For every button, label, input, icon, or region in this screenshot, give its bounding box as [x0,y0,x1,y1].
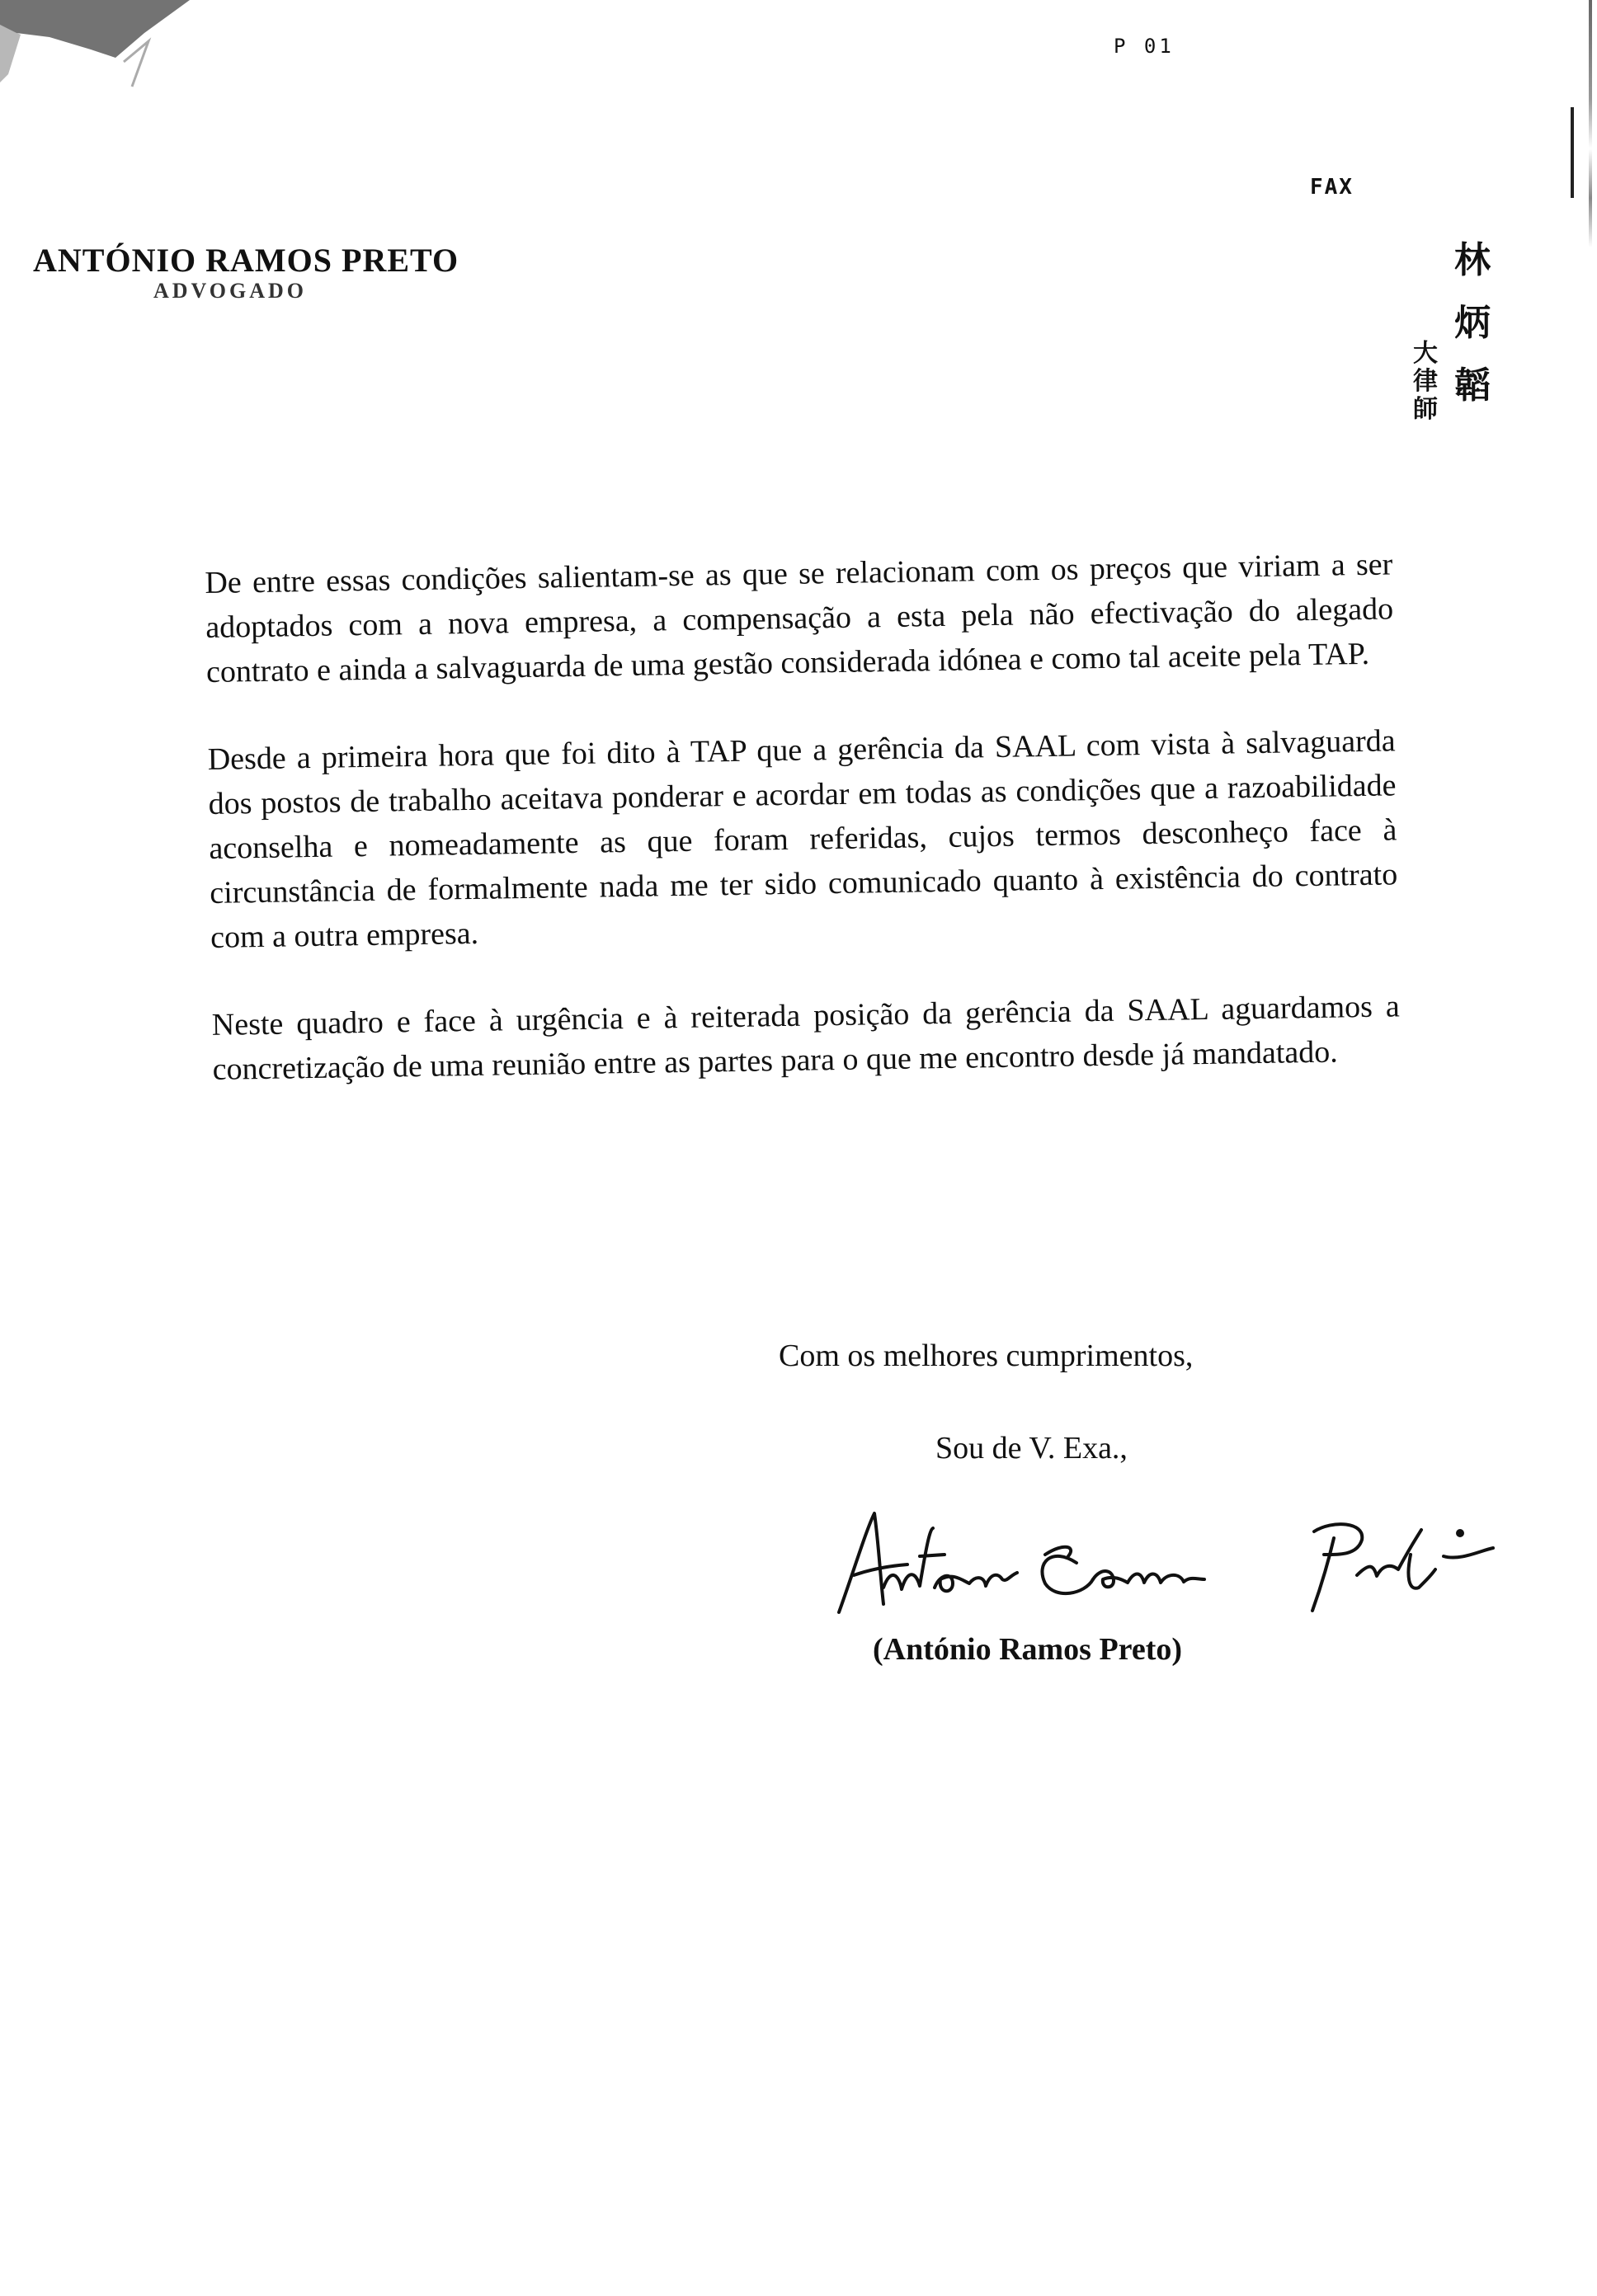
scan-corner-artifact [0,0,198,99]
body-paragraph: De entre essas condições salientam-se as que se relacionam com os preços que viriam a ser adoptados com a nova empresa, a compensação a esta pela não efectivação do alegado contrato e ainda a salvaguarda de uma gestão considerada idónea e como tal aceite pela TAP. [205,547,1394,689]
salutation-line: Sou de V. Exa., [935,1431,1128,1466]
scan-edge-mark [1571,107,1574,198]
fax-label: FAX [1310,175,1354,200]
letter-body [205,542,1401,1135]
sender-title: ADVOGADO [153,279,308,303]
sender-name: ANTÓNIO RAMOS PRETO [33,242,459,279]
recipient-title-char: 大 [1413,339,1438,368]
recipient-name-char: 韜 [1454,365,1491,407]
handwritten-signature [829,1497,1505,1621]
recipient-title-char: 律 [1413,367,1438,396]
body-paragraph: Neste quadro e face à urgência e à reiterada posição da gerência da SAAL aguardamos a concretização de uma reunião entre as partes para o que me encontro desde já mandatado. [211,989,1400,1087]
recipient-name-char: 炳 [1454,302,1491,344]
fax-page-number: P 01 [1114,35,1175,58]
closing-line: Com os melhores cumprimentos, [779,1339,1194,1373]
recipient-name-cjk [1448,229,1497,417]
recipient-name-char: 林 [1454,239,1491,281]
recipient-title-cjk [1409,340,1442,424]
body-paragraph: Desde a primeira hora que foi dito à TAP que a gerência da SAAL com vista à salvaguarda dos postos de trabalho aceitava ponderar e acordar em todas as condições que a razoabilidade aconselha e nomeadamente as que foram referidas, cujos termos desconheço face à circunstância de formalmente nada me ter sido comunicado quanto à existência do contrato com a outra empresa. [207,723,1398,955]
recipient-title-char: 師 [1413,395,1438,424]
scan-edge-artifact [1589,0,1592,247]
signatory-name: (António Ramos Preto) [873,1632,1183,1667]
